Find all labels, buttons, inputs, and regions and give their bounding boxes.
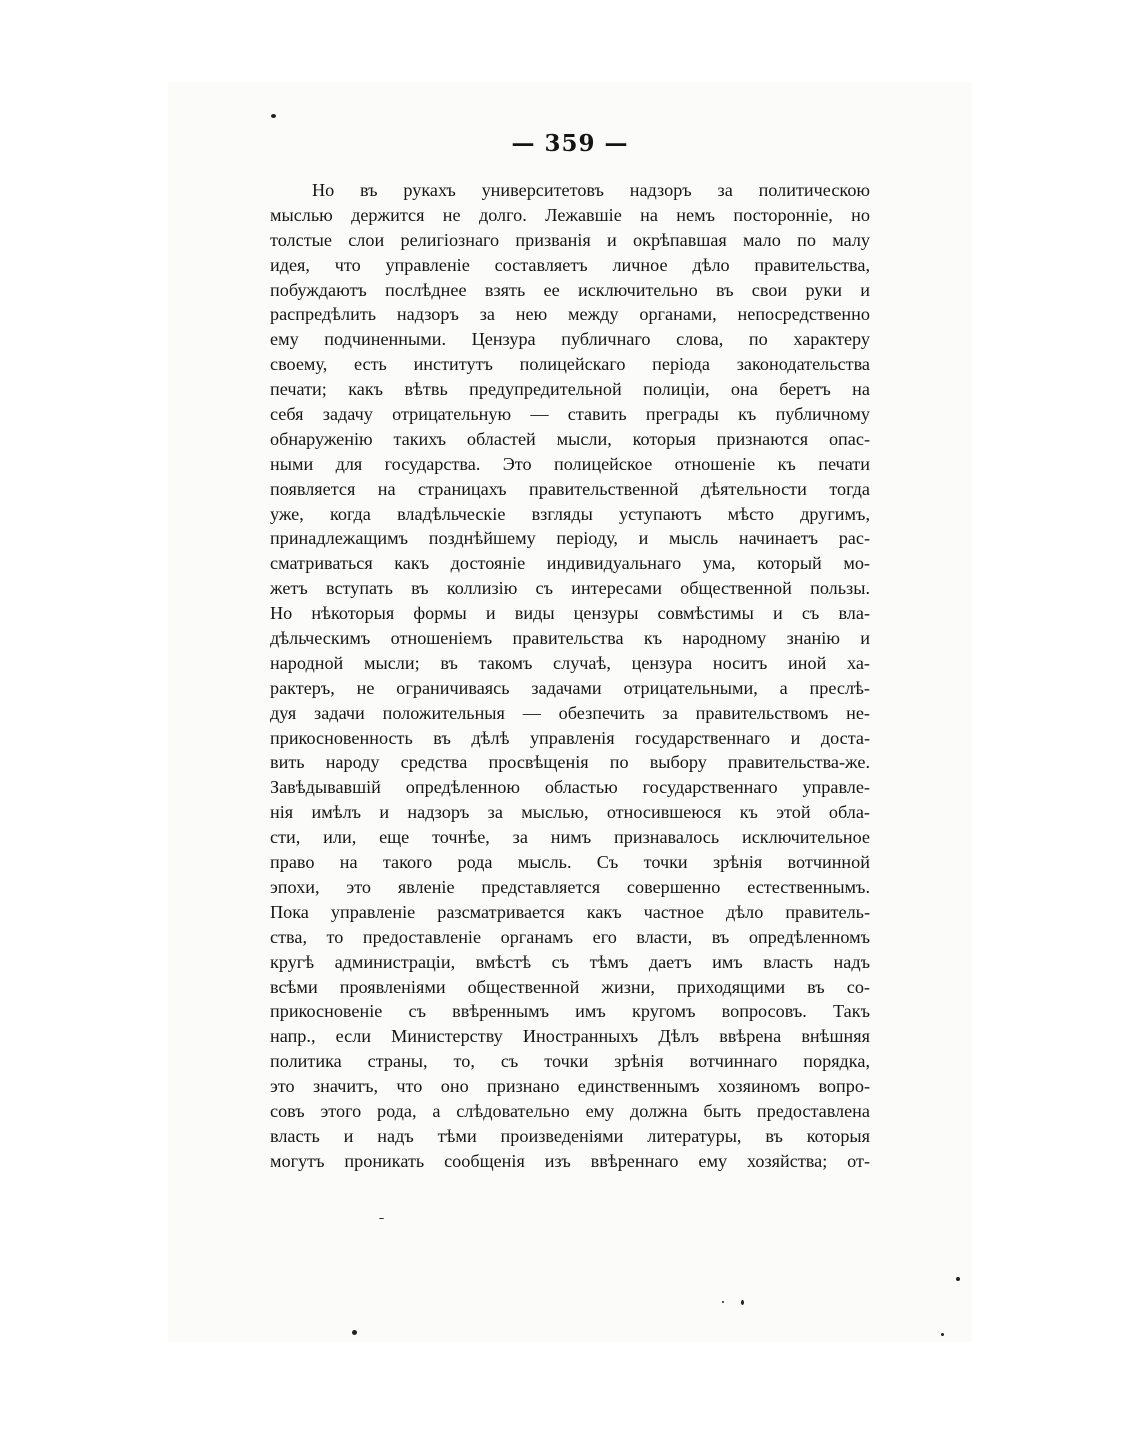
scan-speck — [271, 114, 276, 118]
text-line: Но нѣкоторыя формы и виды цензуры совмѣстимы и съ вла- — [270, 603, 870, 624]
text-line: дуя задачи положительныя — обезпечить за правительствомъ не- — [270, 702, 870, 723]
text-line: сти, или, еще точнѣе, за нимъ признавалось исключительное — [270, 827, 870, 848]
scan-speck — [941, 1333, 944, 1336]
text-line: своему, есть институтъ полицейскаго періода законодательства — [270, 354, 870, 375]
text-line: вить народу средства просвѣщенія по выбору правительства-же. — [270, 752, 870, 773]
text-line: напр., если Министерству Иностранныхъ Дѣлъ ввѣрена внѣшняя — [270, 1026, 870, 1047]
text-line: прикосновеніе съ ввѣреннымъ имъ кругомъ вопросовъ. Такъ — [270, 1001, 870, 1022]
text-line: рактеръ, не ограничиваясь задачами отрицательными, а преслѣ- — [270, 677, 870, 698]
text-line: прикосновенность въ дѣлѣ управленія государственнаго и доста- — [270, 727, 870, 748]
body-text — [270, 178, 870, 1174]
scan-speck — [352, 1330, 357, 1335]
text-line: право на такого рода мысль. Съ точки зрѣнія вотчинной — [270, 852, 870, 873]
text-line: дѣльческимъ отношеніемъ правительства къ народному знанію и — [270, 628, 870, 649]
text-line: это значитъ, что оно признано единственнымъ хозяиномъ вопро- — [270, 1076, 870, 1097]
text-line: появляется на страницахъ правительственной дѣятельности тогда — [270, 478, 870, 499]
text-line: печати; какъ вѣтвь предупредительной полиціи, она беретъ на — [270, 379, 870, 400]
text-line: ства, то предоставленіе органамъ его власти, въ опредѣленномъ — [270, 926, 870, 947]
text-line: Пока управленіе разсматривается какъ частное дѣло правитель- — [270, 901, 870, 922]
text-line: себя задачу отрицательную — ставить преграды къ публичному — [270, 404, 870, 425]
text-line: уже, когда владѣльческіе взгляды уступаютъ мѣсто другимъ, — [270, 503, 870, 524]
text-line: политика страны, то, съ точки зрѣнія вотчиннаго порядка, — [270, 1051, 870, 1072]
text-line: Завѣдывавшій опредѣленною областью государственнаго управле- — [270, 777, 870, 798]
text-line: идея, что управленіе составляетъ личное дѣло правительства, — [270, 254, 870, 275]
scan-speck — [741, 1300, 744, 1305]
text-line: обнаруженію такихъ областей мысли, которыя признаются опас- — [270, 428, 870, 449]
text-line: толстые слои религіознаго призванія и окрѣпавшая мало по малу — [270, 229, 870, 250]
scan-speck — [722, 1301, 724, 1303]
scan-speck — [956, 1277, 960, 1281]
text-line: всѣми проявленіями общественной жизни, приходящими въ со- — [270, 976, 870, 997]
text-line: народной мысли; въ такомъ случаѣ, цензура носитъ иной ха- — [270, 652, 870, 673]
text-line: нія имѣлъ и надзоръ за мыслью, относившеюся къ этой обла- — [270, 802, 870, 823]
text-line: мыслью держится не долго. Лежавшіе на немъ посторонніе, но — [270, 204, 870, 225]
text-line: эпохи, это явленіе представляется совершенно естественнымъ. — [270, 876, 870, 897]
text-line: принадлежащимъ позднѣйшему періоду, и мысль начинаетъ рас- — [270, 528, 870, 549]
text-line: ему подчиненными. Цензура публичнаго слова, по характеру — [270, 329, 870, 350]
text-line: распредѣлить надзоръ за нею между органами, непосредственно — [270, 304, 870, 325]
text-line: кругѣ администраціи, вмѣстѣ съ тѣмъ даетъ имъ власть надъ — [270, 951, 870, 972]
scan-speck — [379, 1218, 384, 1219]
text-line: жетъ вступать въ коллизію съ интересами общественной пользы. — [270, 578, 870, 599]
text-line: совъ этого рода, а слѣдовательно ему должна быть предоставлена — [270, 1100, 870, 1121]
text-line: побуждаютъ послѣднее взять ее исключительно въ свои руки и — [270, 279, 870, 300]
text-line: могутъ проникать сообщенія изъ ввѣреннаго ему хозяйства; от- — [270, 1150, 870, 1171]
text-line: власть и надъ тѣми произведеніями литературы, въ которыя — [270, 1125, 870, 1146]
text-line: ными для государства. Это полицейское отношеніе къ печати — [270, 453, 870, 474]
page-number: — 359 — — [511, 130, 629, 157]
text-line: Но въ рукахъ университетовъ надзоръ за политическою — [312, 180, 870, 200]
text-line: сматриваться какъ достояніе индивидуальнаго ума, который мо- — [270, 553, 870, 574]
